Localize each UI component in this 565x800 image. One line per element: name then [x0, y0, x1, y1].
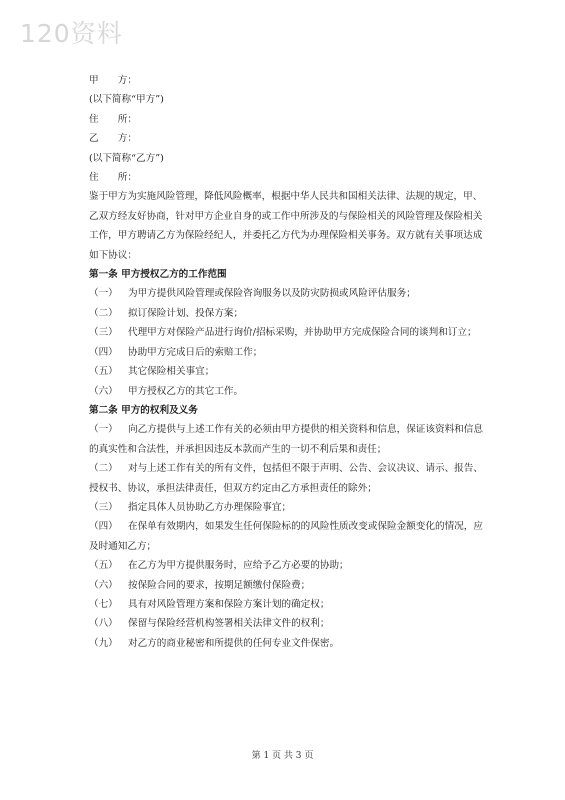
- article-2-title: 第二条 甲方的权利及义务: [89, 404, 198, 416]
- clause: （三） 指定具体人员协助乙方办理保险事宜；: [89, 501, 292, 513]
- party-a-label: 甲 方：: [89, 75, 137, 86]
- clause: （五） 在乙方为甲方提供服务时，应给予乙方必要的协助；: [89, 560, 349, 572]
- clause: （八） 保留与保险经营机构签署相关法律文件的权利；: [89, 618, 330, 630]
- clause: （一） 向乙方提供与上述工作有关的必须由甲方提供的相关资料和信息，保证该资料和信息的真实性和合法性，并承担因违反本款而产生的一切不利后果和责任；: [89, 424, 483, 455]
- clause: （九） 对乙方的商业秘密和所提供的任何专业文件保密。: [89, 637, 340, 649]
- page-number: 第 1 页 共 3 页: [251, 751, 314, 761]
- clause: （五） 其它保险相关事宜；: [89, 366, 215, 378]
- party-b-label: 乙 方：: [89, 133, 137, 145]
- article-1-title: 第一条 甲方授权乙方的工作范围: [89, 269, 227, 281]
- article-1-clauses: [89, 284, 485, 400]
- party-b-alias: (以下简称“乙方”): [89, 152, 164, 164]
- clause: （一） 为甲方提供风险管理或保险咨询服务以及防灾防损或风险评估服务；: [89, 288, 416, 300]
- party-block: [89, 71, 485, 187]
- party-a-address: 住 所：: [89, 113, 137, 125]
- clause: （六） 甲方授权乙方的其它工作。: [89, 385, 244, 397]
- clause: （六） 按保险合同的要求，按期足额缴付保险费；: [89, 579, 311, 591]
- article-2-clauses: [89, 420, 485, 653]
- contract-body: [89, 71, 485, 653]
- intro-paragraph: 鉴于甲方为实施风险管理，降低风险概率，根据中华人民共和国相关法律、法规的规定，甲、乙双方经友好协商，针对甲方企业自身的或工作中所涉及的与保险相关的风险管理及保险相关工作，甲方聘请乙方为保险经纪人，并委托乙方代为办理保险相关事务。双方就有关事项达成如下协议：: [89, 191, 483, 261]
- clause: （四） 协助甲方完成日后的索赔工作；: [89, 346, 263, 358]
- clause: （三） 代理甲方对保险产品进行询价/招标采购，并协助甲方完成保险合同的谈判和订立；: [89, 327, 477, 339]
- clause: （二） 拟订保险计划、投保方案；: [89, 307, 244, 319]
- clause: （二） 对与上述工作有关的所有文件，包括但不限于声明、公告、会议决议、请示、报告、授权书、协议，承担法律责任，但双方约定由乙方承担责任的除外；: [89, 463, 483, 494]
- watermark: 120资料: [20, 19, 123, 48]
- party-b-address: 住 所：: [89, 172, 137, 184]
- party-a-alias: (以下简称“甲方”): [89, 94, 164, 106]
- clause: （四） 在保单有效期内，如果发生任何保险标的的风险性质改变或保险金额变化的情况，应及时通知乙方；: [89, 521, 483, 552]
- clause: （七） 具有对风险管理方案和保险方案计划的确定权；: [89, 598, 330, 610]
